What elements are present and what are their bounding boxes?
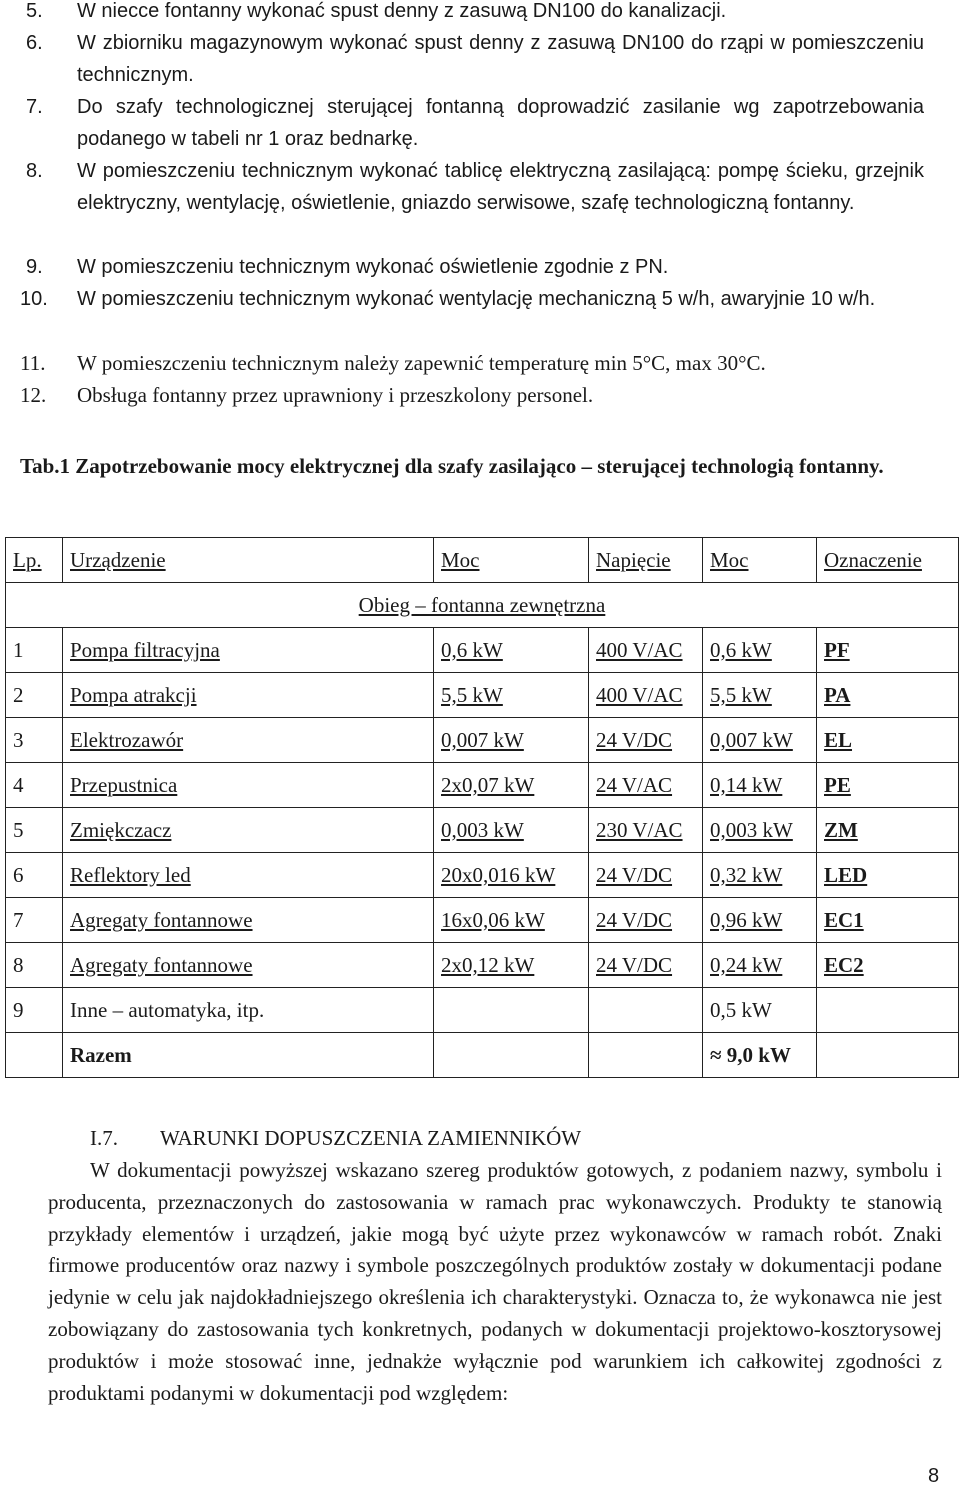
cell-lp: 9: [6, 988, 63, 1033]
cell-device: Agregaty fontannowe: [63, 898, 434, 943]
total-label: Razem: [63, 1033, 434, 1078]
cell-device: Agregaty fontannowe: [63, 943, 434, 988]
section-paragraph: W dokumentacji powyższej wskazano szereg produktów gotowych, z podaniem nazwy, symbolu i producenta, przeznaczonych do zastosowania w ramach prac wykonawczych. Produkty te stanowią przykłady elementów i urządzeń, jakie mogą być użyte przez wykonawców w ramach robót. Znaki firmowe producentów oraz nazwy i symbole poszczególnych produktów zostały w dokumentacji podane jedynie w celu jak najdokładniejszego określenia ich charakterystyki. Oznacza to, że wykonawca nie jest zobowiązany do zastosowania tych konkretnych, podanych w dokumentacji projektowo-kosztorysowej produktów i może stosować inne, jednakże wyłącznie pod warunkiem ich całkowitej zgodności z produktami podanymi w dokumentacji pod względem:: [48, 1158, 942, 1405]
table-row: [6, 718, 959, 763]
cell-voltage: [589, 988, 703, 1033]
cell-empty: [434, 1033, 589, 1078]
cell-power-total: 0,14 kW: [703, 763, 817, 808]
cell-designation: EL: [817, 718, 959, 763]
cell-lp: 3: [6, 718, 63, 763]
cell-lp: 8: [6, 943, 63, 988]
cell-device: Zmiękczacz: [63, 808, 434, 853]
list-item-text: Do szafy technologicznej sterującej fontanną doprowadzić zasilanie wg zapotrzebowania podanego w tabeli nr 1 oraz bednarkę.: [77, 96, 924, 150]
cell-device: Inne – automatyka, itp.: [63, 988, 434, 1033]
cell-voltage: 230 V/AC: [589, 808, 703, 853]
list-item-number: 11.: [20, 351, 46, 375]
list-item-number: 10.: [20, 288, 48, 310]
cell-lp: 7: [6, 898, 63, 943]
list-item: [0, 251, 960, 283]
section-number: I.7.: [90, 1126, 118, 1150]
table-row: [6, 853, 959, 898]
cell-power-total: 0,5 kW: [703, 988, 817, 1033]
cell-power: 16x0,06 kW: [434, 898, 589, 943]
cell-power-total: 0,003 kW: [703, 808, 817, 853]
cell-voltage: 24 V/DC: [589, 898, 703, 943]
header-device: Urządzenie: [63, 538, 434, 583]
list-item-text: W pomieszczeniu technicznym wykonać wentylację mechaniczną 5 w/h, awaryjnie 10 w/h.: [77, 288, 876, 310]
table-row: [6, 808, 959, 853]
cell-voltage: 24 V/DC: [589, 853, 703, 898]
cell-power: 2x0,07 kW: [434, 763, 589, 808]
cell-power: 2x0,12 kW: [434, 943, 589, 988]
cell-power: [434, 988, 589, 1033]
table-total-row: [6, 1033, 959, 1078]
cell-voltage: 24 V/DC: [589, 943, 703, 988]
list-item-text: W niecce fontanny wykonać spust denny z zasuwą DN100 do kanalizacji.: [77, 0, 727, 22]
table-row: [6, 898, 959, 943]
table-row: [6, 628, 959, 673]
cell-designation: EC2: [817, 943, 959, 988]
table-row: [6, 763, 959, 808]
cell-lp: 2: [6, 673, 63, 718]
header-designation: Oznaczenie: [817, 538, 959, 583]
cell-power-total: 0,32 kW: [703, 853, 817, 898]
cell-device: Pompa atrakcji: [63, 673, 434, 718]
table-row: [6, 943, 959, 988]
cell-lp: 1: [6, 628, 63, 673]
group-title: Obieg – fontanna zewnętrzna: [6, 583, 959, 628]
header-power: Moc: [434, 538, 589, 583]
page-number: 8: [928, 1465, 940, 1487]
cell-device: Pompa filtracyjna: [63, 628, 434, 673]
total-value: ≈ 9,0 kW: [703, 1033, 817, 1078]
list-item: [0, 283, 960, 315]
cell-voltage: 400 V/AC: [589, 628, 703, 673]
cell-designation: PE: [817, 763, 959, 808]
header-lp: Lp.: [6, 538, 63, 583]
cell-device: Reflektory led: [63, 853, 434, 898]
cell-empty: [6, 1033, 63, 1078]
cell-voltage: 24 V/AC: [589, 763, 703, 808]
cell-power-total: 0,24 kW: [703, 943, 817, 988]
cell-power: 20x0,016 kW: [434, 853, 589, 898]
cell-lp: 5: [6, 808, 63, 853]
list-item-text: W pomieszczeniu technicznym wykonać oświetlenie zgodnie z PN.: [77, 256, 669, 278]
list-item-number: 9.: [26, 256, 43, 278]
cell-power: 0,003 kW: [434, 808, 589, 853]
header-power-total: Moc: [703, 538, 817, 583]
section-title: WARUNKI DOPUSZCZENIA ZAMIENNIKÓW: [160, 1126, 582, 1150]
cell-designation: ZM: [817, 808, 959, 853]
cell-designation: PA: [817, 673, 959, 718]
list-item: [0, 155, 960, 219]
cell-lp: 6: [6, 853, 63, 898]
cell-power-total: 0,6 kW: [703, 628, 817, 673]
list-item: [0, 0, 960, 27]
list-item-text: W zbiorniku magazynowym wykonać spust denny z zasuwą DN100 do rząpi w pomieszczeniu technicznym.: [77, 32, 924, 86]
list-item-number: 8.: [26, 160, 43, 182]
list-item-number: 12.: [20, 383, 47, 407]
cell-designation: LED: [817, 853, 959, 898]
list-item: [0, 347, 960, 379]
power-demand-table: [5, 537, 959, 1078]
list-item-text: Obsługa fontanny przez uprawniony i przeszkolony personel.: [77, 383, 594, 407]
cell-lp: 4: [6, 763, 63, 808]
cell-voltage: 400 V/AC: [589, 673, 703, 718]
cell-empty: [817, 1033, 959, 1078]
cell-power: 0,007 kW: [434, 718, 589, 763]
cell-power-total: 5,5 kW: [703, 673, 817, 718]
table-row: [6, 673, 959, 718]
section-heading: [90, 1126, 581, 1151]
list-item-text: W pomieszczeniu technicznym wykonać tablicę elektryczną zasilającą: pompę ścieku, grzejnik elektryczny, wentylację, oświetlenie, gniazdo serwisowe, szafę technologiczną fontanny.: [77, 160, 924, 214]
list-item-number: 5.: [26, 0, 43, 22]
table-header-row: [6, 538, 959, 583]
cell-device: Przepustnica: [63, 763, 434, 808]
cell-designation: PF: [817, 628, 959, 673]
list-item: [0, 27, 960, 91]
list-item-text: W pomieszczeniu technicznym należy zapewnić temperaturę min 5°C, max 30°C.: [77, 351, 766, 375]
list-item: [0, 379, 960, 411]
list-item: [0, 91, 960, 155]
cell-power: 5,5 kW: [434, 673, 589, 718]
header-voltage: Napięcie: [589, 538, 703, 583]
list-item-number: 7.: [26, 96, 43, 118]
cell-empty: [589, 1033, 703, 1078]
cell-voltage: 24 V/DC: [589, 718, 703, 763]
cell-designation: EC1: [817, 898, 959, 943]
cell-power: 0,6 kW: [434, 628, 589, 673]
table-row: [6, 988, 959, 1033]
table-group-row: [6, 583, 959, 628]
cell-device: Elektrozawór: [63, 718, 434, 763]
table-caption: Tab.1 Zapotrzebowanie mocy elektrycznej dla szafy zasilająco – sterującej technologią fontanny.: [20, 454, 884, 478]
cell-power-total: 0,007 kW: [703, 718, 817, 763]
cell-power-total: 0,96 kW: [703, 898, 817, 943]
cell-designation: [817, 988, 959, 1033]
list-item-number: 6.: [26, 32, 43, 54]
